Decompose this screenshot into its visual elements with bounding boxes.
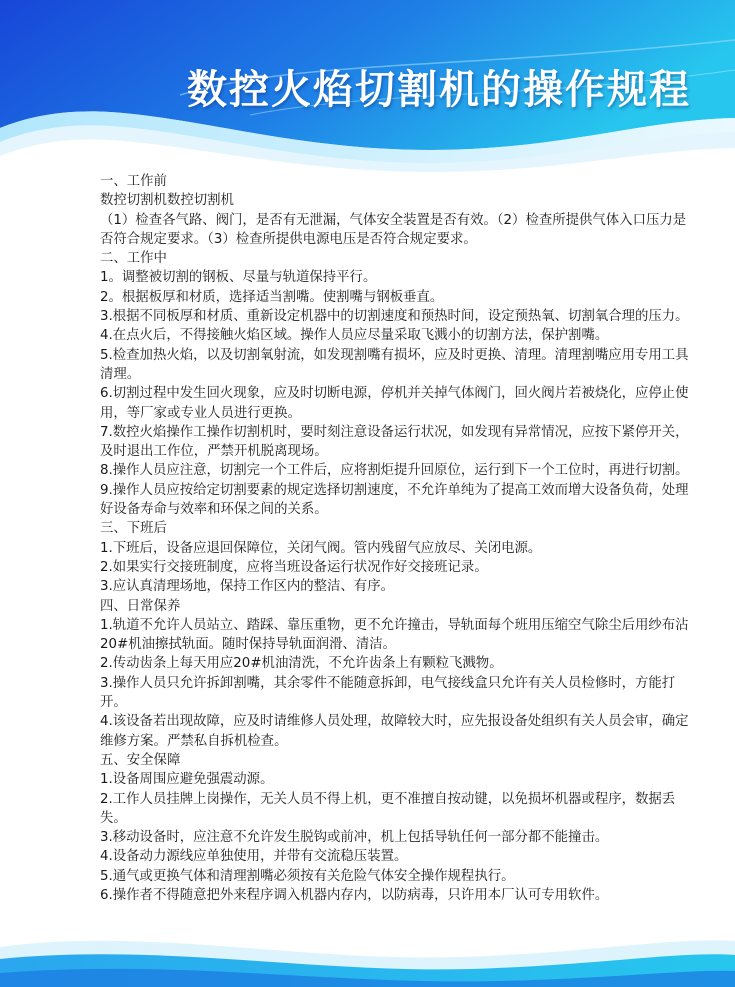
paragraph: 3.应认真清理场地，保持工作区内的整洁、有序。	[100, 579, 394, 595]
paragraph: 4.在点火后，不得接触火焰区域。操作人员应尽量采取飞溅小的切割方法，保护割嘴。	[100, 328, 609, 344]
paragraph: 4.设备动力源线应单独使用，并带有交流稳压装置。	[100, 849, 408, 865]
paragraph: 6.操作者不得随意把外来程序调入机器内存内，以防病毒，只许用本厂认可专用软件。	[100, 887, 609, 903]
paragraph: 1。调整被切割的钢板、尽量与轨道保持平行。	[100, 270, 377, 286]
footer-wave	[0, 907, 735, 987]
paragraph: 9.操作人员应按给定切割要素的规定选择切割速度，不允许单纯为了提高工效而增大设备负荷，处理好设备寿命与效率和环保之间的关系。	[100, 482, 689, 518]
section-heading: 四、日常保养	[100, 598, 181, 614]
paragraph: 5.检查加热火焰，以及切割氧射流，如发现割嘴有损坏，应及时更换、清理。清理割嘴应用专用工具清理。	[100, 347, 689, 382]
paragraph: 5.通气或更换气体和清理割嘴必须按有关危险气体安全操作规程执行。	[100, 868, 515, 884]
paragraph: 1.轨道不允许人员站立、踏踩、靠压重物，更不允许撞击，导轨面每个班用压缩空气除尘后用纱布沾20#机油擦拭轨面。随时保持导轨面润滑、清洁。	[100, 617, 689, 653]
section-heading: 一、工作前	[100, 174, 167, 189]
paragraph: （1）检查各气路、阀门，是否有无泄漏，气体安全装置是否有效。（2）检查所提供气体入口压力是否符合规定要求。（3）检查所提供电源电压是否符合规定要求。	[100, 212, 687, 247]
paragraph: 4.该设备若出现故障，应及时请维修人员处理，故障较大时，应先报设备处组织有关人员会审，确定维修方案。严禁私自拆机检查。	[100, 714, 689, 749]
paragraph: 2.传动齿条上每天用应20#机油清洗，不允许齿条上有颗粒飞溅物。	[100, 656, 503, 672]
paragraph: 2.工作人员挂牌上岗操作，无关人员不得上机，更不准擅自按动键，以免损坏机器或程序，数据丢失。	[100, 791, 676, 826]
paragraph: 7.数控火焰操作工操作切割机时，要时刻注意设备运行状况，如发现有异常情况，应按下紧停开关，及时退出工作位，严禁开机脱离现场。	[100, 424, 689, 460]
paragraph: 8.操作人员应注意，切割完一个工件后，应将割炬提升回原位，运行到下一个工位时，再进行切割。	[100, 463, 689, 479]
page-title: 数控火焰切割机的操作规程	[187, 67, 691, 113]
paragraph: 数控切割机数控切割机	[100, 193, 234, 209]
section-heading: 五、安全保障	[100, 752, 181, 768]
paragraph: 2.如果实行交接班制度，应将当班设备运行状况作好交接班记录。	[100, 559, 488, 575]
paragraph: 3.操作人员只允许拆卸割嘴，其余零件不能随意拆卸，电气接线盒只允许有关人员检修时，方能打开。	[100, 675, 676, 711]
paragraph: 1.设备周围应避免强震动源。	[100, 772, 274, 788]
paragraph: 3.移动设备时，应注意不允许发生脱钩或前冲，机上包括导轨任何一部分都不能撞击。	[100, 830, 609, 846]
paragraph: 3.根据不同板厚和材质、重新设定机器中的切割速度和预热时间，设定预热氧、切割氧合理的压力。	[100, 309, 689, 325]
paragraph: 2。根据板厚和材质，选择适当割嘴。使割嘴与钢板垂直。	[100, 289, 444, 305]
section-heading: 二、工作中	[100, 251, 167, 267]
paragraph: 6.切割过程中发生回火现象，应及时切断电源，停机并关掉气体阀门，回火阀片若被烧化，应停止使用，等厂家或专业人员进行更换。	[100, 386, 689, 421]
paragraph: 1.下班后，设备应退回保障位，关闭气阀。管内残留气应放尽、关闭电源。	[100, 540, 542, 556]
section-heading: 三、下班后	[100, 521, 167, 537]
procedure-body	[100, 172, 696, 905]
